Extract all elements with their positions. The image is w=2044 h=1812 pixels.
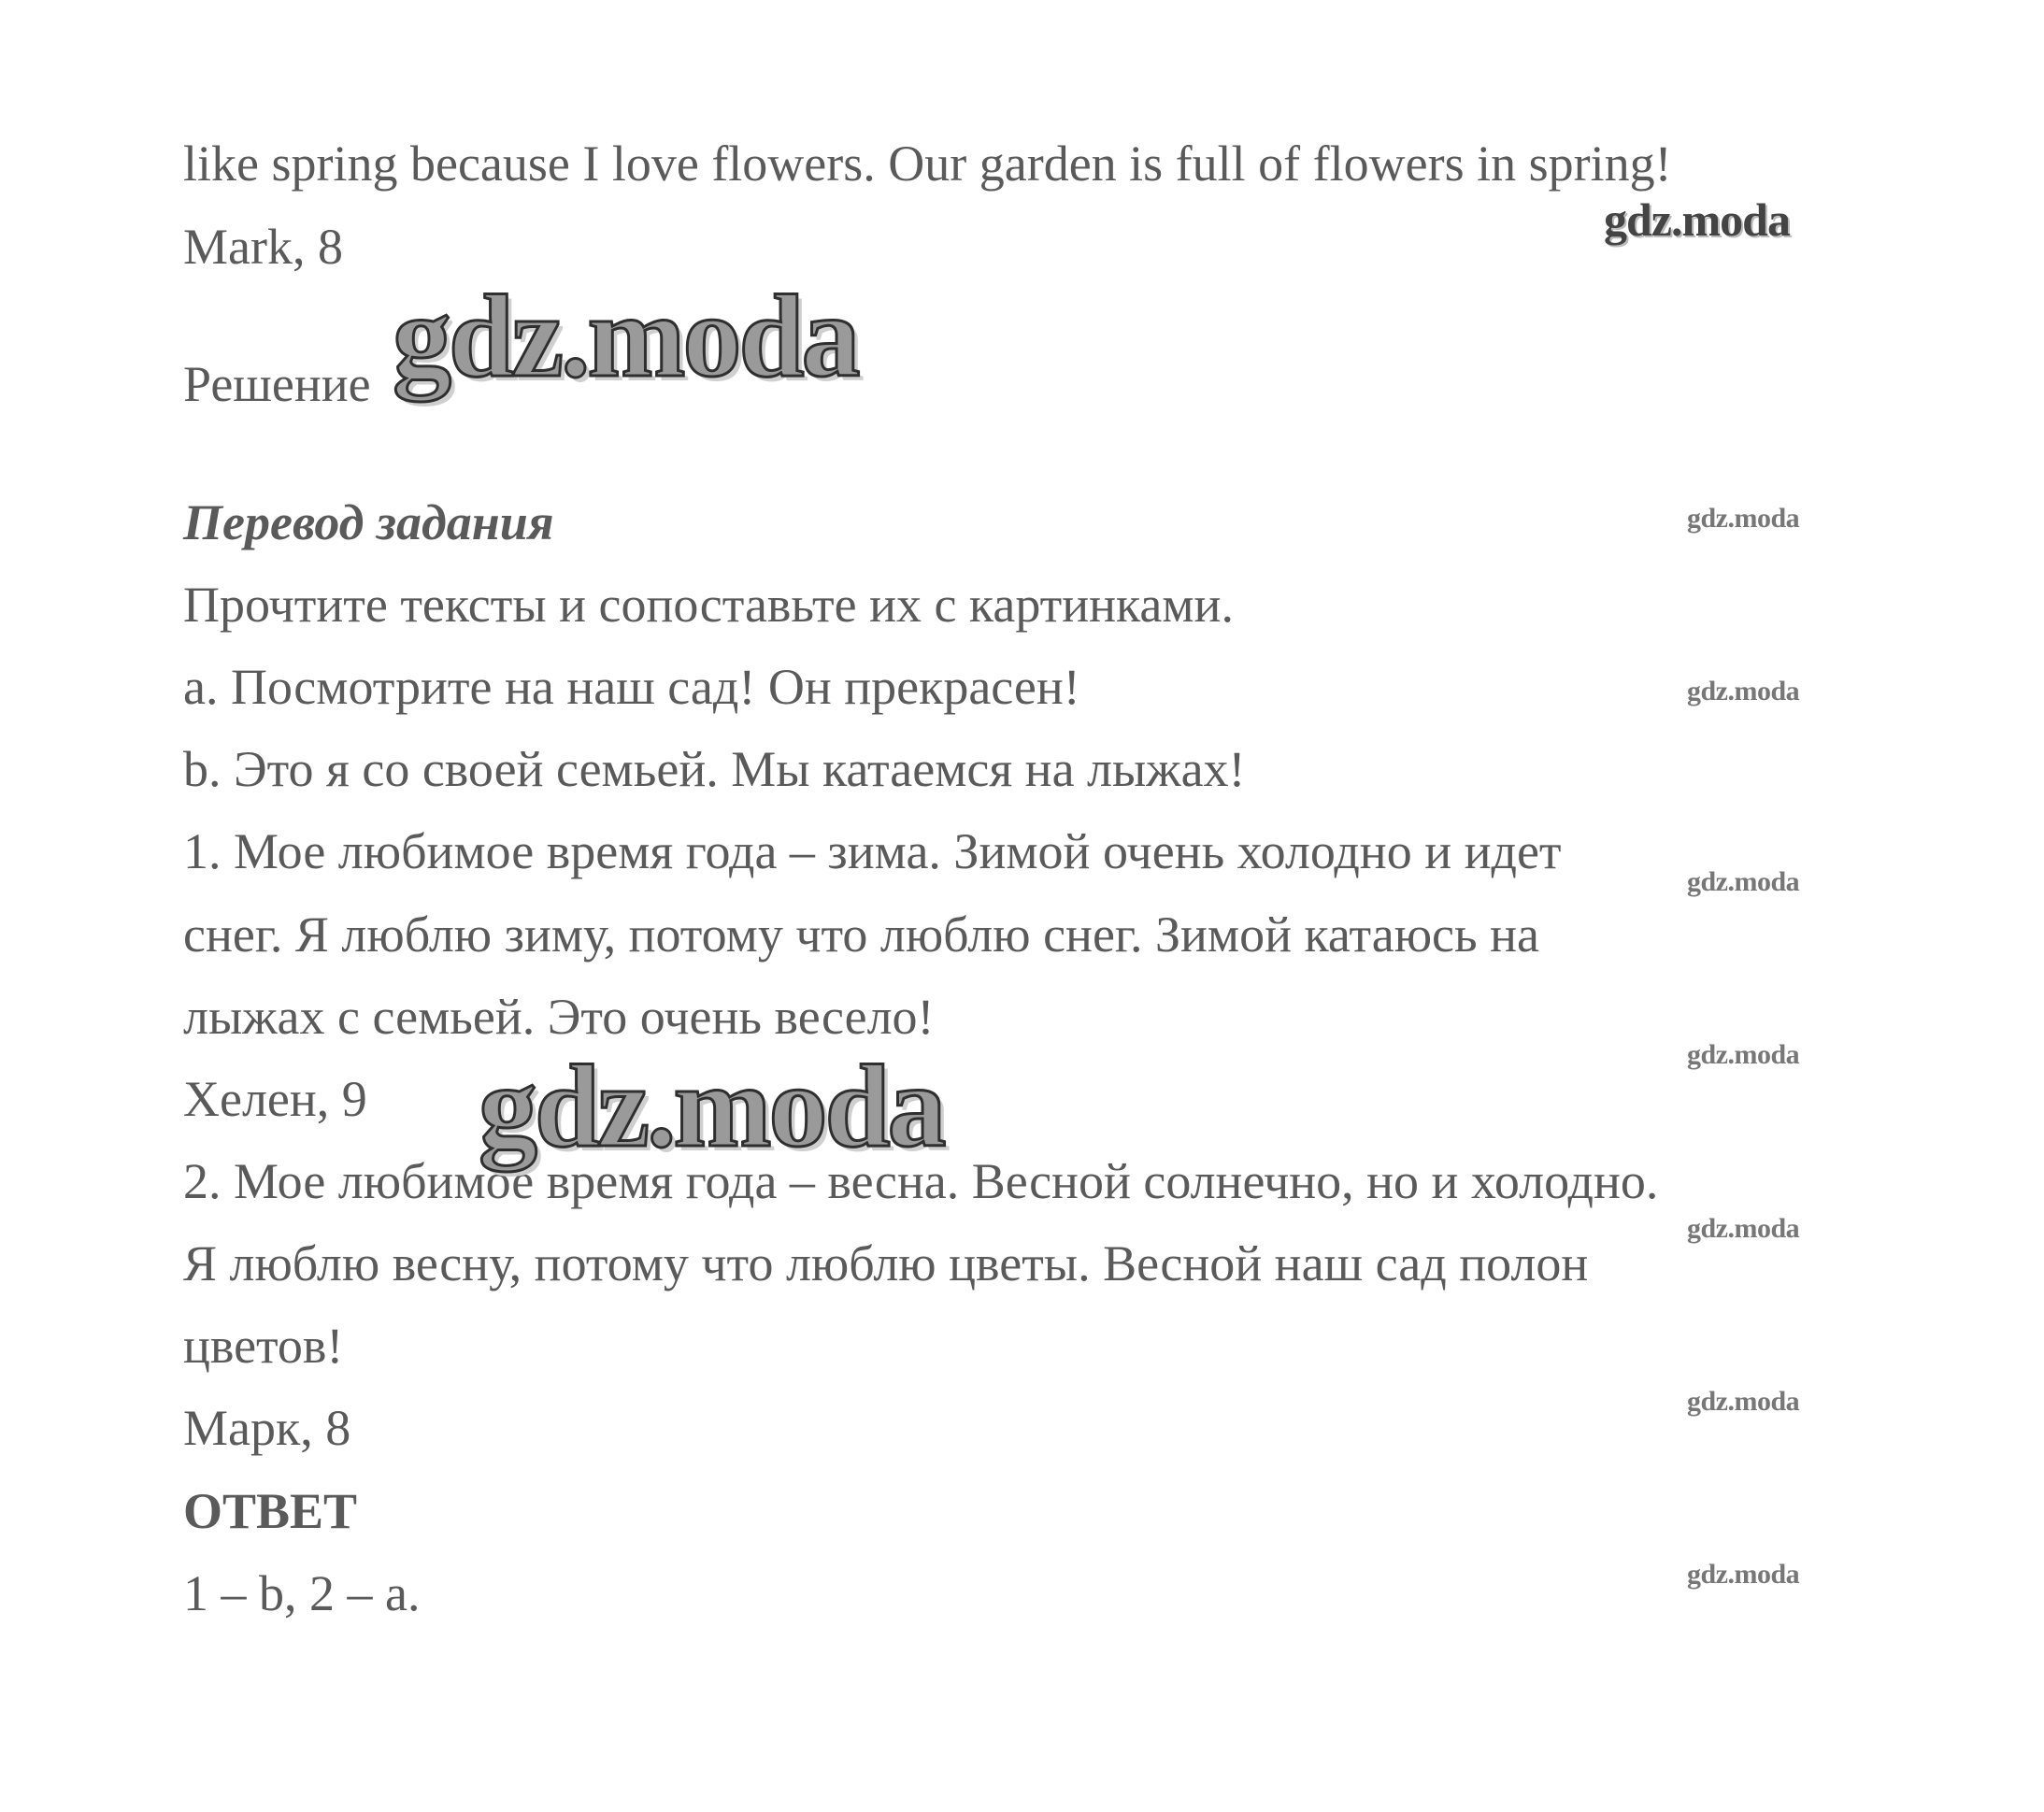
text-line-6: a. Посмотрите на наш сад! Он прекрасен! [183, 659, 1080, 715]
watermark: gdz.moda [479, 1042, 944, 1172]
text-line-10: лыжах с семьей. Это очень весело! [183, 989, 935, 1045]
watermark: gdz.moda [1604, 193, 1790, 246]
text-line-13: Я люблю весну, потому что люблю цветы. Весной наш сад полон [183, 1235, 1589, 1291]
text-line-7: b. Это я со своей семьей. Мы катаемся на лыжах! [183, 741, 1246, 797]
text-line-2: Mark, 8 [183, 219, 343, 275]
text-line-1: like spring because I love flowers. Our garden is full of flowers in spring! [183, 136, 1672, 192]
section-heading: Перевод задания [183, 494, 554, 550]
watermark: gdz.moda [1687, 1039, 1800, 1070]
watermark: gdz.moda [393, 272, 858, 402]
watermark: gdz.moda [1687, 1386, 1800, 1417]
text-line-3: Решение [183, 356, 371, 412]
watermark: gdz.moda [1687, 676, 1800, 706]
watermark: gdz.moda [1687, 866, 1800, 897]
answer-label: ОТВЕТ [183, 1483, 358, 1539]
watermark: gdz.moda [1687, 503, 1800, 534]
watermark: gdz.moda [1687, 1213, 1800, 1244]
text-line-8: 1. Мое любимое время года – зима. Зимой очень холодно и идет [183, 823, 1562, 879]
text-line-15: Марк, 8 [183, 1400, 351, 1456]
text-line-9: снег. Я люблю зиму, потому что люблю снег. Зимой катаюсь на [183, 906, 1540, 963]
text-line-11: Хелен, 9 [183, 1071, 367, 1127]
answer-text: 1 – b, 2 – a. [183, 1565, 421, 1621]
text-line-5: Прочтите тексты и сопоставьте их с картинками. [183, 577, 1234, 633]
watermark: gdz.moda [1687, 1559, 1800, 1590]
text-line-14: цветов! [183, 1318, 344, 1374]
text-line-12: 2. Мое любимое время года – весна. Весной солнечно, но и холодно. [183, 1153, 1659, 1209]
